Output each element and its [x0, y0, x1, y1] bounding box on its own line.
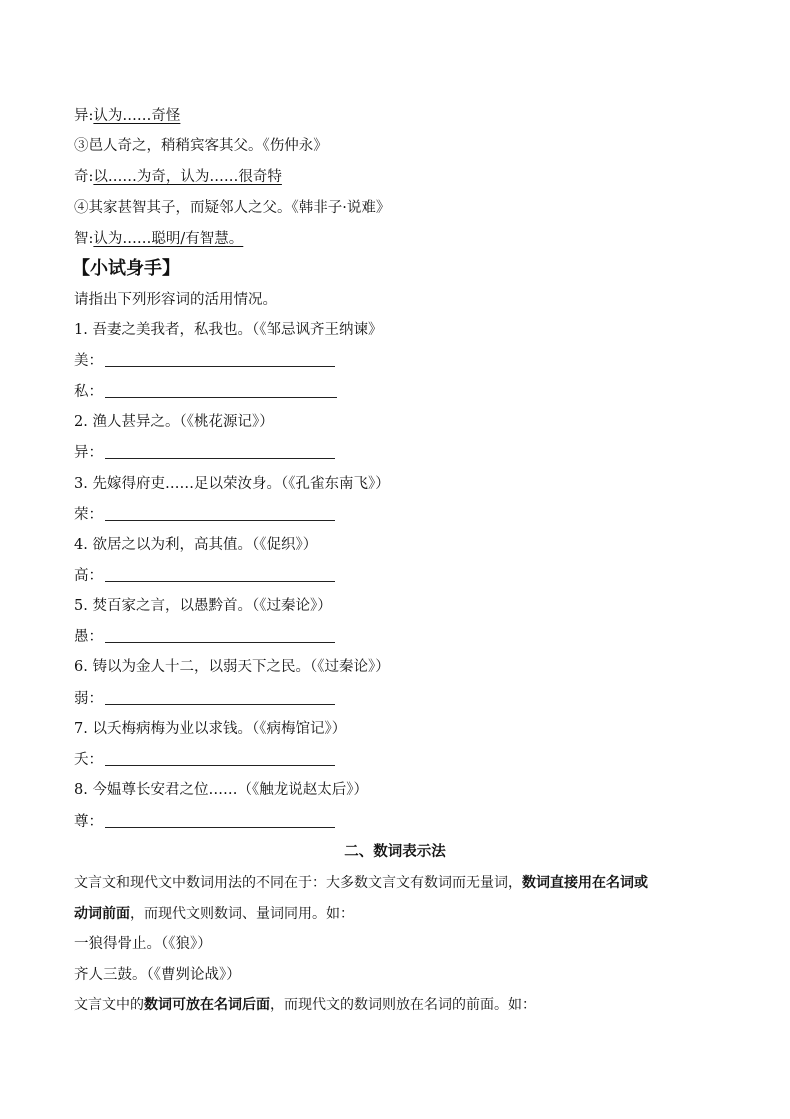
answer-row: 美：: [74, 351, 750, 371]
example-sentence: 齐人三鼓。（《曹刿论战》）: [74, 967, 241, 983]
exercise-question: 2. 渔人甚异之。（《桃花源记》）: [74, 414, 274, 430]
example-sentence: 一狼得骨止。（《狼》）: [74, 936, 212, 952]
paragraph: 文言文中的数词可放在名词后面，而现代文的数词则放在名词的前面。如：: [74, 997, 536, 1013]
section-title: 二、数词表示法: [344, 844, 446, 860]
answer-row: 夭：: [74, 750, 750, 770]
answer-blank[interactable]: [105, 567, 335, 582]
definition-line: 智:认为……聪明/有智慧。: [74, 231, 244, 247]
answer-blank[interactable]: [105, 628, 335, 643]
definition-line: 奇:以……为奇，认为……很奇特: [74, 169, 282, 185]
answer-text: 认为……聪明/有智慧。: [93, 231, 244, 247]
answer-row: 高：: [74, 566, 750, 586]
section-heading: 【小试身手】: [72, 258, 180, 279]
exercise-question: 4. 欲居之以为利，高其值。（《促织》）: [74, 537, 318, 553]
instruction-text: 请指出下列形容词的活用情况。: [74, 292, 277, 308]
answer-row: 异：: [74, 443, 750, 463]
answer-blank[interactable]: [105, 383, 337, 398]
answer-blank[interactable]: [105, 352, 335, 367]
exercise-question: 6. 铸以为金人十二，以弱天下之民。（《过秦论》）: [74, 659, 390, 675]
paragraph: 动词前面，而现代文则数词、量词同用。如：: [74, 906, 354, 922]
answer-row: 私：: [74, 382, 750, 402]
definition-line: 异:认为……奇怪: [74, 108, 181, 124]
example-sentence: ④其家甚智其子，而疑邻人之父。《韩非子·说难》: [74, 200, 391, 216]
answer-row: 荣：: [74, 505, 750, 525]
answer-text: 以……为奇，认为……很奇特: [93, 169, 282, 185]
answer-blank[interactable]: [105, 506, 335, 521]
answer-blank[interactable]: [105, 751, 335, 766]
answer-blank[interactable]: [105, 690, 335, 705]
answer-row: 愚：: [74, 627, 750, 647]
exercise-question: 3. 先嫁得府吏……足以荣汝身。（《孔雀东南飞》）: [74, 476, 390, 492]
paragraph: 文言文和现代文中数词用法的不同在于：大多数文言文有数词而无量词，数词直接用在名词或: [74, 875, 648, 891]
exercise-question: 7. 以夭梅病梅为业以求钱。（《病梅馆记》）: [74, 721, 347, 737]
exercise-question: 8. 今媪尊长安君之位……（《触龙说赵太后》）: [74, 782, 368, 798]
example-sentence: ③邑人奇之，稍稍宾客其父。《伤仲永》: [74, 138, 328, 154]
answer-row: 尊：: [74, 812, 750, 832]
answer-text: 认为……奇怪: [93, 108, 181, 124]
answer-blank[interactable]: [105, 813, 335, 828]
exercise-question: 5. 焚百家之言，以愚黔首。（《过秦论》）: [74, 598, 332, 614]
answer-row: 弱：: [74, 689, 750, 709]
exercise-question: 1. 吾妻之美我者，私我也。（《邹忌讽齐王纳谏》: [74, 322, 383, 338]
answer-blank[interactable]: [105, 444, 335, 459]
